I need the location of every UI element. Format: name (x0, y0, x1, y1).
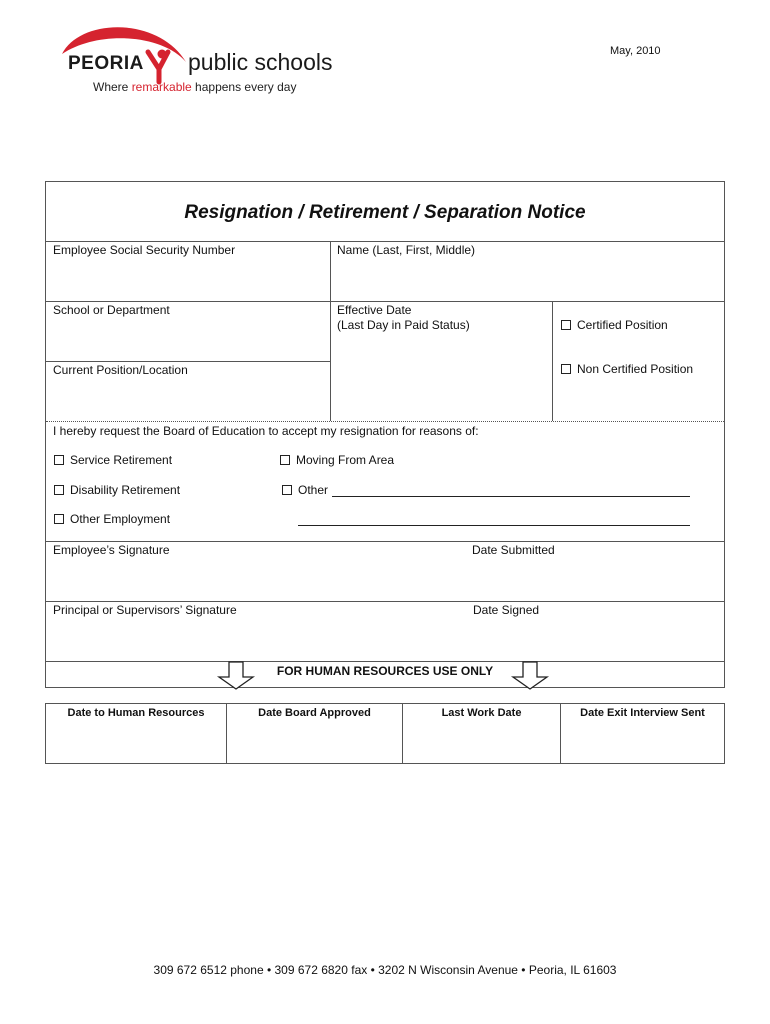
rule-above-principal (46, 601, 724, 602)
logo-tagline (93, 80, 296, 94)
employee-signature-label: Employee’s Signature (53, 543, 170, 557)
certified-checkbox[interactable] (561, 320, 571, 330)
position-label: Current Position/Location (53, 363, 188, 377)
ssn-label: Employee Social Security Number (53, 243, 236, 257)
effective-date-label: Effective Date (337, 303, 412, 317)
disability-retirement-label: Disability Retirement (70, 483, 181, 497)
other-checkbox[interactable] (282, 485, 292, 495)
rule-above-hr (46, 661, 724, 662)
certified-label: Certified Position (577, 318, 668, 332)
logo-peoria-text: PEORIA (68, 53, 144, 74)
rule-below-school (46, 361, 330, 362)
footer-contact: 309 672 6512 phone • 309 672 6820 fax • 3202 N Wisconsin Avenue • Peoria, IL 61603 (153, 963, 617, 977)
other-employment-checkbox[interactable] (54, 514, 64, 524)
divider-vertical-2 (552, 301, 553, 421)
date-submitted-label: Date Submitted (472, 543, 555, 557)
principal-signature-label: Principal or Supervisors’ Signature (53, 603, 237, 617)
non-certified-label: Non Certified Position (577, 362, 694, 376)
divider-vertical-1 (330, 241, 331, 421)
other-reason-line[interactable] (332, 496, 690, 497)
other-employment-label: Other Employment (70, 512, 171, 526)
service-retirement-checkbox[interactable] (54, 455, 64, 465)
effective-date-sublabel: (Last Day in Paid Status) (337, 318, 470, 332)
request-statement: I hereby request the Board of Education to accept my resignation for reasons of: (53, 424, 479, 438)
down-arrow-icon (216, 661, 256, 691)
tagline-accent: remarkable (131, 80, 192, 94)
name-label: Name (Last, First, Middle) (337, 243, 476, 257)
rule-below-position (46, 421, 724, 422)
rule-below-title (46, 241, 724, 242)
logo-public-schools-text: public schools (188, 49, 333, 75)
hr-column-header: Date Board Approved (258, 707, 371, 719)
service-retirement-label: Service Retirement (70, 453, 173, 467)
non-certified-checkbox[interactable] (561, 364, 571, 374)
down-arrow-icon (510, 661, 550, 691)
document-date: May, 2010 (610, 45, 661, 57)
hr-table (45, 703, 725, 764)
other-label: Other (298, 483, 329, 497)
moving-checkbox[interactable] (280, 455, 290, 465)
moving-label: Moving From Area (296, 453, 395, 467)
hr-column-header: Date Exit Interview Sent (580, 707, 705, 719)
rule-above-signature (46, 541, 724, 542)
form-title: Resignation / Retirement / Separation Notice (184, 202, 586, 223)
hr-cell-exit-interview-sent[interactable] (561, 704, 724, 763)
rule-below-ssn (46, 301, 724, 302)
hr-column-header: Last Work Date (441, 707, 522, 719)
school-label: School or Department (53, 303, 170, 317)
hr-cell-date-board-approved[interactable] (227, 704, 403, 763)
tagline-pre: Where (93, 80, 132, 94)
hr-use-only-heading: FOR HUMAN RESOURCES USE ONLY (276, 664, 494, 678)
hr-column-header: Date to Human Resources (67, 707, 205, 719)
other-reason-line-2[interactable] (298, 525, 690, 526)
notice-form (45, 181, 725, 688)
hr-cell-date-to-hr[interactable] (46, 704, 227, 763)
tagline-post: happens every day (191, 80, 297, 94)
disability-retirement-checkbox[interactable] (54, 485, 64, 495)
date-signed-label: Date Signed (473, 603, 540, 617)
hr-cell-last-work-date[interactable] (403, 704, 561, 763)
